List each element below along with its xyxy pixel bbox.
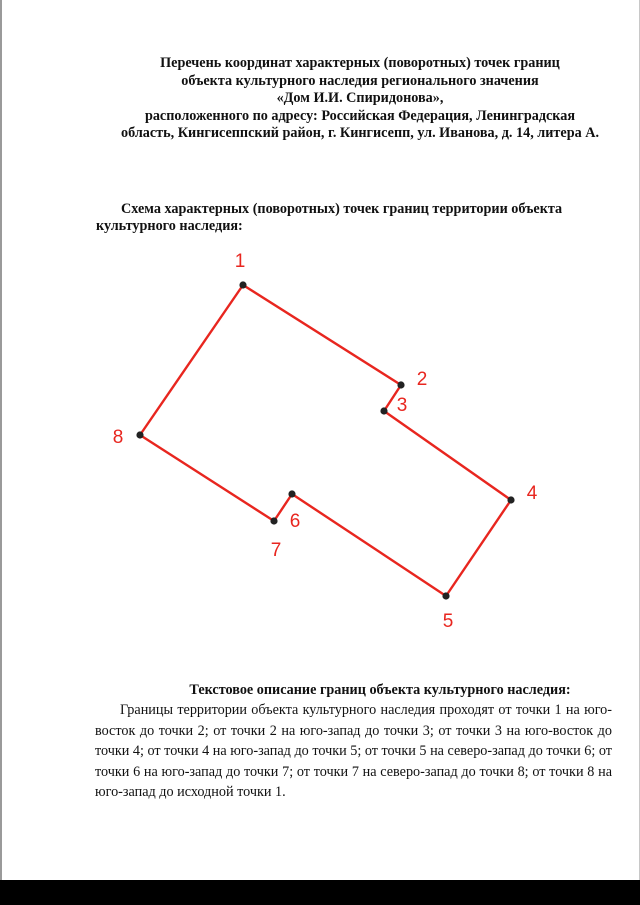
- point-label-2: 2: [416, 369, 428, 390]
- point-label-8: 8: [112, 427, 124, 448]
- point-marker-4: [507, 496, 514, 503]
- point-marker-1: [239, 281, 246, 288]
- point-marker-6: [288, 490, 295, 497]
- point-marker-5: [442, 592, 449, 599]
- title-line-4: расположенного по адресу: Российская Федерация, Ленинградская: [144, 107, 576, 124]
- boundary-polygon: [140, 285, 511, 596]
- point-label-1: 1: [234, 251, 246, 272]
- point-marker-2: [397, 381, 404, 388]
- point-labels: [113, 251, 538, 632]
- scheme-heading-line-1: Схема характерных (поворотных) точек границ территории объекта: [121, 201, 563, 217]
- title-line-5: область, Кингисеппский район, г. Кингисепп, ул. Иванова, д. 14, литера А.: [120, 125, 600, 141]
- point-label-4: 4: [526, 483, 538, 504]
- point-marker-3: [380, 407, 387, 414]
- scan-bottom-bar: [0, 880, 640, 905]
- title-line-2: объекта культурного наследия регионального значения: [181, 72, 539, 89]
- point-label-5: 5: [442, 611, 454, 632]
- point-label-3: 3: [396, 395, 408, 416]
- scheme-heading-line-2: культурного наследия:: [96, 218, 243, 234]
- point-label-7: 7: [270, 540, 282, 561]
- title-line-1: Перечень координат характерных (поворотных) точек границ: [160, 55, 560, 71]
- text-description: [95, 682, 612, 803]
- point-label-6: 6: [289, 511, 301, 532]
- text-description-body: Границы территории объекта культурного наследия проходят от точки 1 на юго-восток до точки 2; от точки 2 на юго-запад до точки 3; от точки 3 на юго-восток до точки 4; от точки 4 на юго-запад до точки 5; от точки 5 на северо-запад до точки 6; от точки 6 на юго-запад до точки 7; от точки 7 на северо-запад до точки 8; от точки 8 на юго-запад до исходной точки 1.: [95, 702, 612, 800]
- point-marker-8: [136, 431, 143, 438]
- title-line-3: «Дом И.И. Спиридонова»,: [276, 90, 444, 106]
- point-markers: [136, 281, 514, 599]
- text-description-heading: Текстовое описание границ объекта культурного наследия:: [189, 682, 571, 698]
- point-marker-7: [270, 517, 277, 524]
